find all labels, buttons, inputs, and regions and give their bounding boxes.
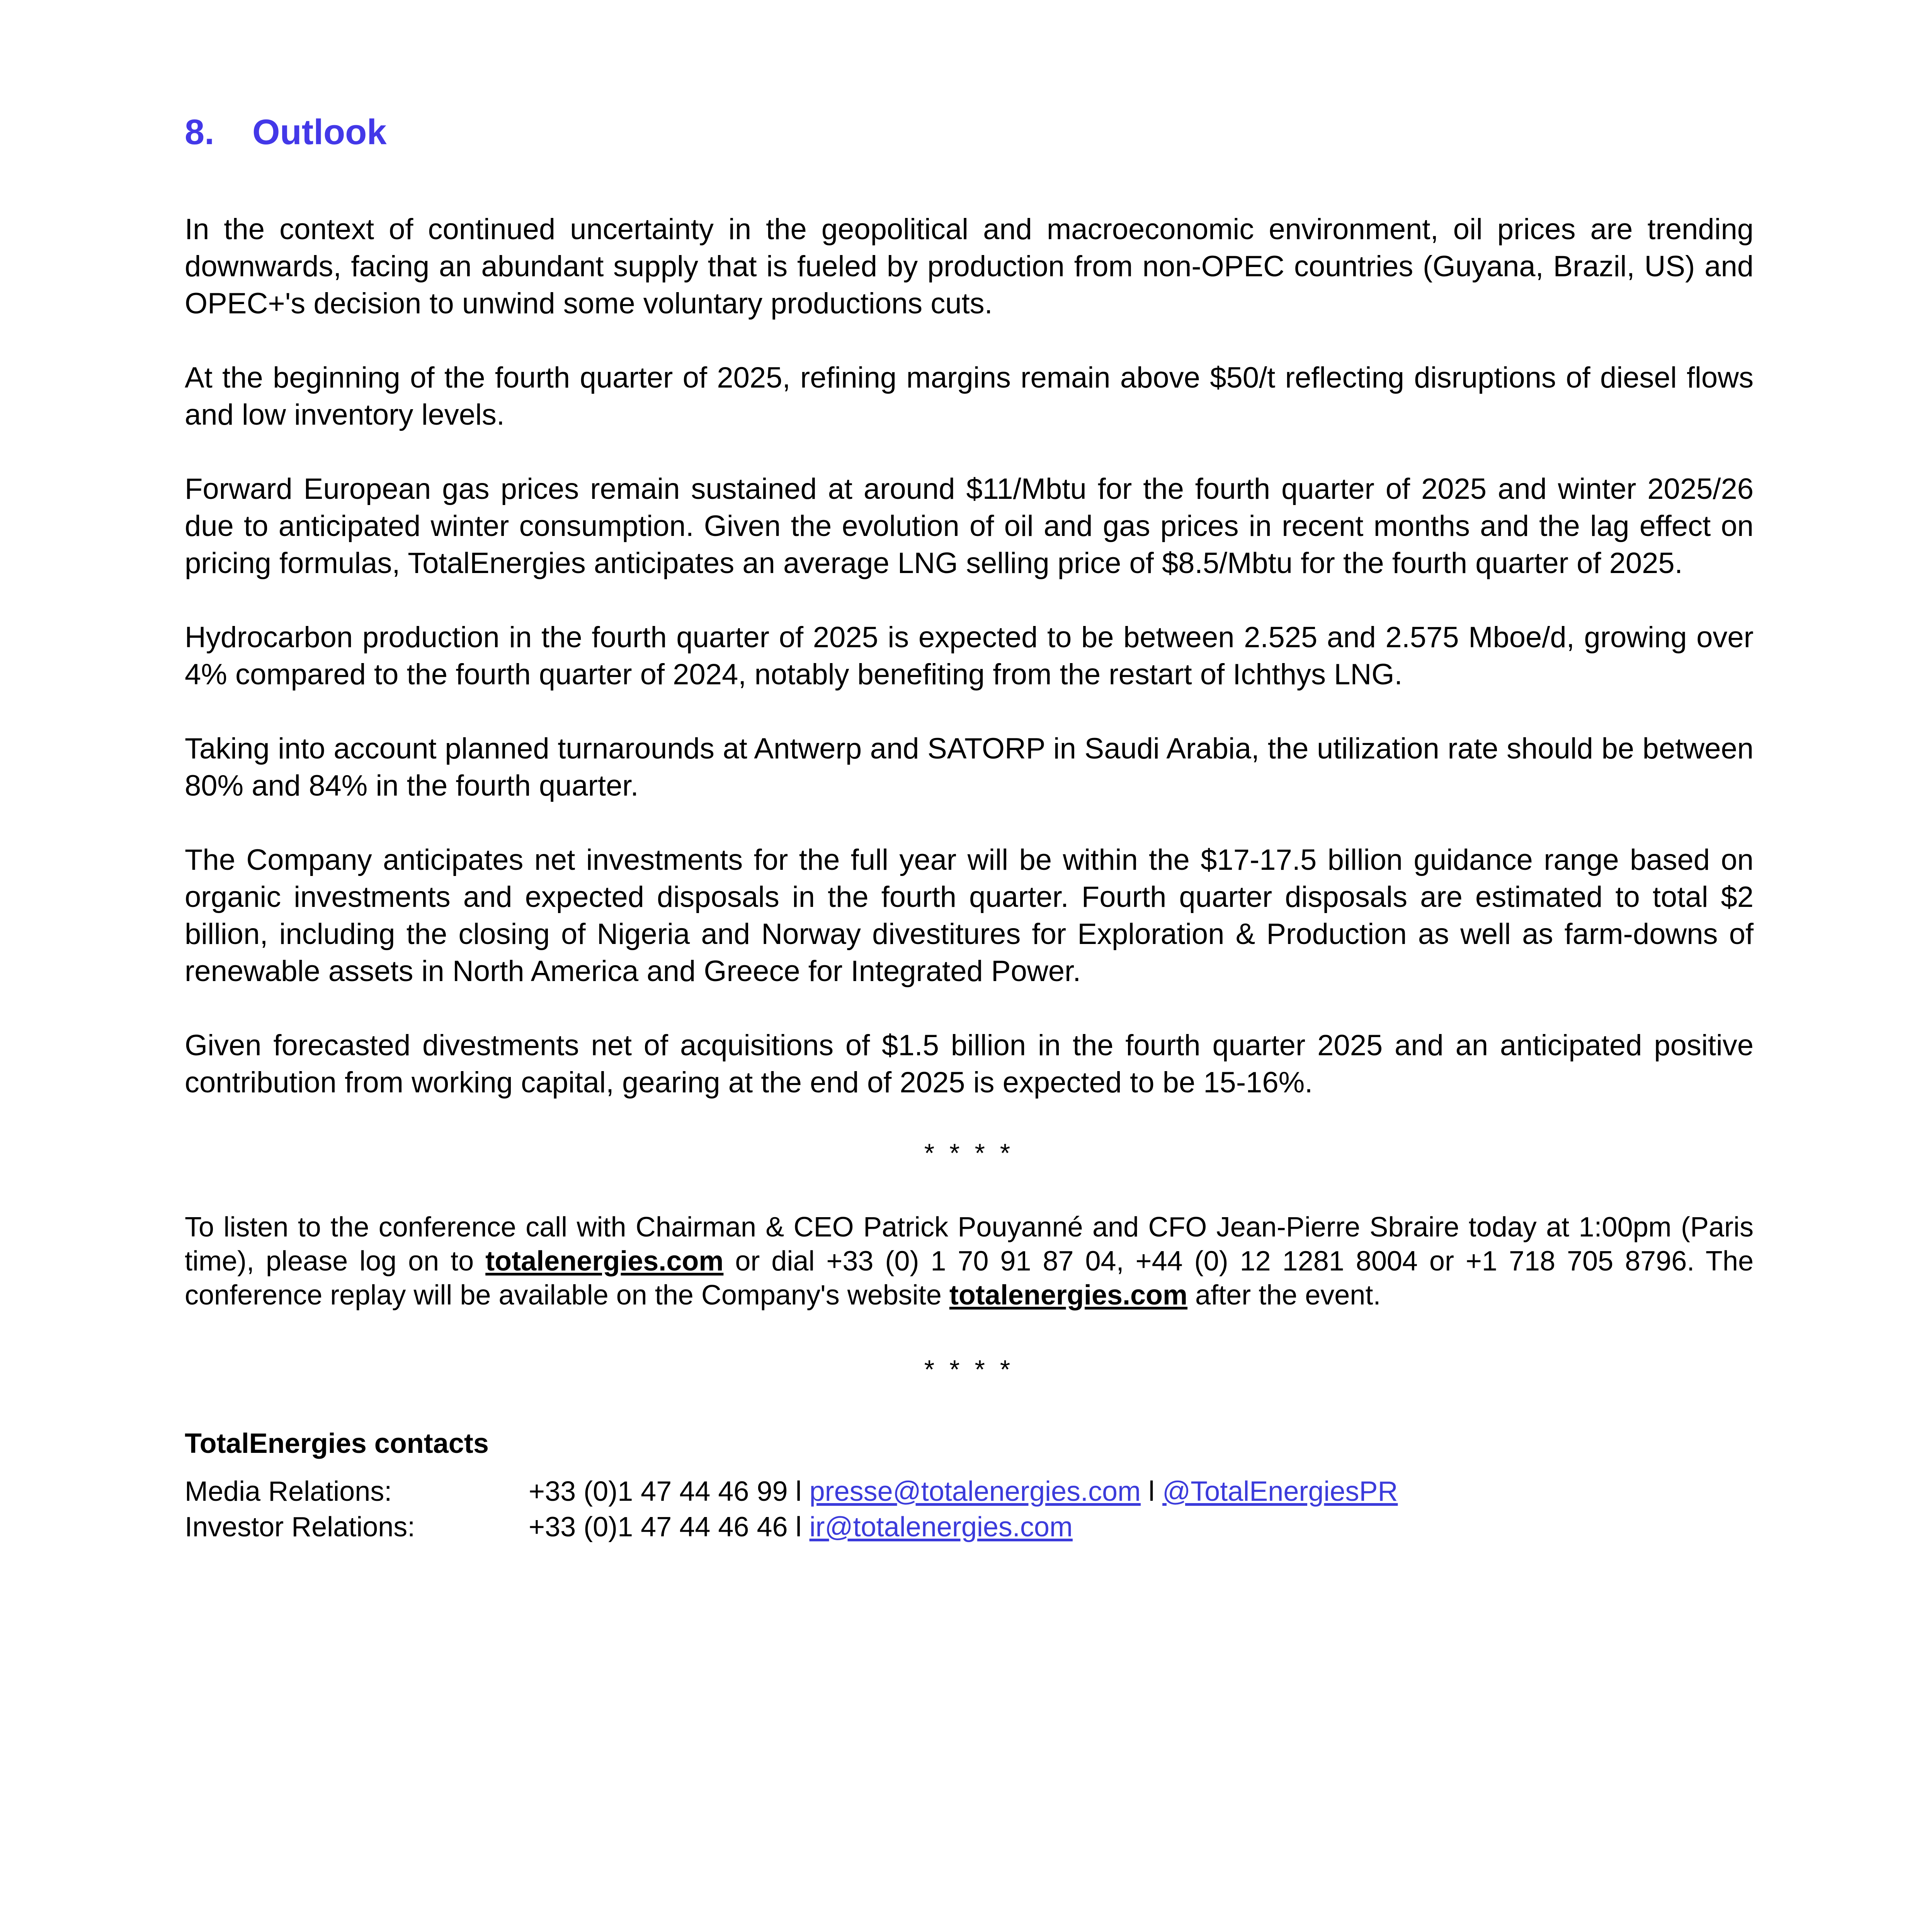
media-separator-2: l: [1148, 1476, 1163, 1507]
outlook-section: [185, 112, 1754, 1545]
investor-email-link[interactable]: ir@totalenergies.com: [809, 1511, 1073, 1543]
gas-prices-paragraph: Forward European gas prices remain sustained at around $11/Mbtu for the fourth quarter of 2025 and winter 2025/26 due to anticipated winter consumption. Given the evolution of oil and gas prices in recent months and the lag effect on pricing formulas, TotalEnergies anticipates an average LNG selling price of $8.5/Mbtu for the fourth quarter of 2025.: [185, 472, 1754, 580]
investor-separator: l: [795, 1511, 810, 1543]
oil-prices-paragraph: In the context of continued uncertainty in the geopolitical and macroeconomic environment, oil prices are trending downwards, facing an abundant supply that is fueled by production from non-OPEC countries (Guyana, Brazil, US) and OPEC+'s decision to unwind some voluntary productions cuts.: [185, 213, 1754, 320]
media-relations-row: [185, 1474, 1754, 1509]
media-relations-label: Media Relations:: [185, 1476, 392, 1507]
media-relations-contact: [529, 1474, 1754, 1509]
totalenergies-website-link[interactable]: totalenergies.com: [485, 1245, 724, 1277]
investor-relations-contact: [529, 1509, 1754, 1545]
conference-text-start: To listen to the conference call with Chairman & CEO Patrick Pouyanné and CFO Jean-Pierre Sbraire today at 1:00pm (Paris time), please log on to: [185, 1211, 1754, 1277]
section-title: Outlook: [252, 112, 387, 152]
hydrocarbon-production-paragraph: Hydrocarbon production in the fourth quarter of 2025 is expected to be between 2.525 and 2.575 Mboe/d, growing over 4% compared to the fourth quarter of 2024, notably benefiting from the restart of Ichthys LNG.: [185, 621, 1754, 691]
conference-text-middle: or dial +33 (0) 1 70 91 87 04, +44 (0) 12 1281 8004 or +1 718 705 8796. The conference replay will be available on the Company's website: [185, 1245, 1754, 1311]
investor-relations-phone: +33 (0)1 47 44 46 46: [529, 1511, 788, 1543]
media-relations-phone: +33 (0)1 47 44 46 99: [529, 1476, 788, 1507]
gearing-paragraph: Given forecasted divestments net of acquisitions of $1.5 billion in the fourth quarter 2025 and an anticipated positive contribution from working capital, gearing at the end of 2025 is expected to be 15-16%.: [185, 1029, 1754, 1099]
contacts-block: [185, 1427, 1754, 1545]
section-number: 8.: [185, 112, 214, 152]
utilization-rate-paragraph: Taking into account planned turnarounds at Antwerp and SATORP in Saudi Arabia, the utilization rate should be between 80% and 84% in the fourth quarter.: [185, 732, 1754, 802]
section-heading: [185, 112, 1754, 153]
refining-margins-paragraph: At the beginning of the fourth quarter of 2025, refining margins remain above $50/t reflecting disruptions of diesel flows and low inventory levels.: [185, 361, 1754, 431]
media-social-handle-link[interactable]: @TotalEnergiesPR: [1162, 1476, 1398, 1507]
totalenergies-replay-link[interactable]: totalenergies.com: [949, 1279, 1188, 1311]
section-separator-bottom: * * * *: [924, 1354, 1014, 1384]
investor-relations-label: Investor Relations:: [185, 1511, 415, 1543]
contacts-title: TotalEnergies contacts: [185, 1428, 489, 1459]
net-investments-paragraph: The Company anticipates net investments for the full year will be within the $17-17.5 billion guidance range based on organic investments and expected disposals in the fourth quarter. Fourth quarter disposals are estimated to total $2 billion, including the closing of Nigeria and Norway divestitures for Exploration & Production as well as farm-downs of renewable assets in North America and Greece for Integrated Power.: [185, 843, 1754, 988]
conference-text-end: after the event.: [1195, 1279, 1381, 1311]
media-email-link[interactable]: presse@totalenergies.com: [809, 1476, 1141, 1507]
media-separator-1: l: [795, 1476, 810, 1507]
investor-relations-row: [185, 1509, 1754, 1545]
section-separator-top: * * * *: [924, 1138, 1014, 1168]
conference-call-paragraph: [185, 1210, 1754, 1312]
